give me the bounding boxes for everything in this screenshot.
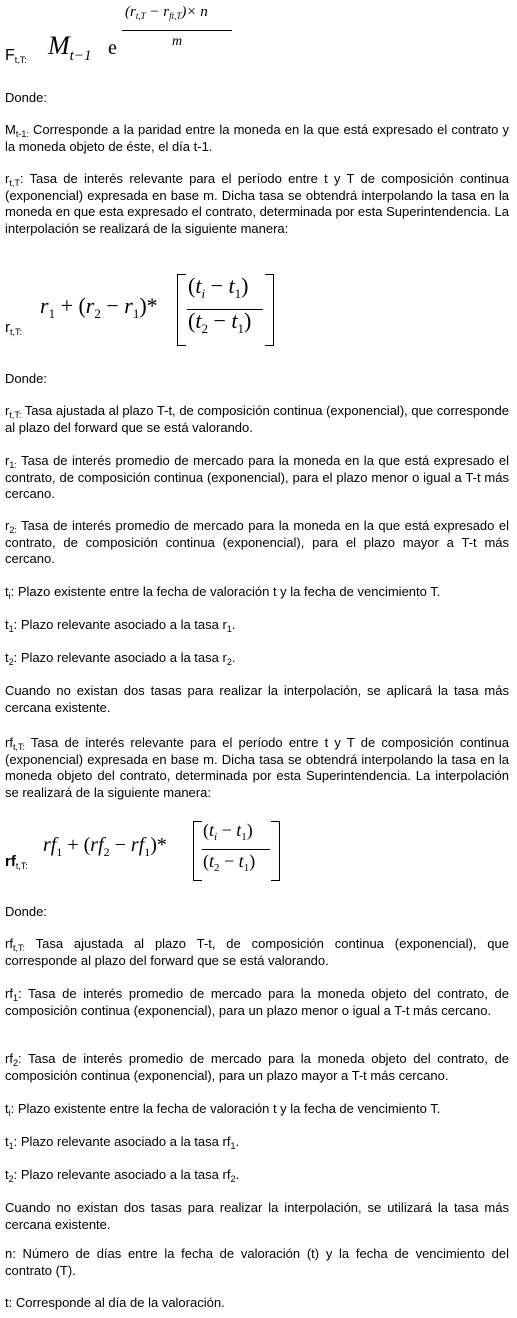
formula-exponent-numerator: $(r_{t,T} - r_{ft,T})\times n$	[125, 4, 208, 21]
donde-label-2: Donde:	[5, 371, 47, 386]
definition-t1: $t_1$: Plazo relevante asociado a la tasa $r_1$.	[5, 617, 236, 634]
formula3-lhs: $rf_{t,T:}$	[5, 853, 28, 871]
formula2-numerator: $(t_i - t_1)$	[188, 273, 249, 301]
definition-r2: $r_{2:}$ Tasa de interés promedio de mercado para la moneda en la que está expresado el contrato, de composición continua (exponencial), para el plazo mayor a T-t más cercano.	[5, 518, 509, 566]
formula-interpolation-r	[5, 270, 305, 350]
formula3-right-bracket	[271, 821, 280, 881]
donde-label-3: Donde:	[5, 904, 47, 919]
formula-lhs: $F_{t,T:}$	[5, 47, 27, 65]
donde-label-1: Donde:	[5, 90, 47, 105]
definition-r-adjusted: $r_{t,T:}$ Tasa ajustada al plazo T-t, de composición continua (exponencial), que corresponde al plazo del forward que se está valorando.	[5, 403, 509, 435]
formula2-lhs: $r_{t,T:}$	[5, 319, 23, 337]
definition-ti-2: $t_i$: Plazo existente entre la fecha de valoración t y la fecha de vencimiento T.	[5, 1101, 441, 1118]
definition-ti: $t_i$: Plazo existente entre la fecha de valoración t y la fecha de vencimiento T.	[5, 584, 441, 601]
definition-n: n: Número de días entre la fecha de valoración (t) y la fecha de vencimiento del contrato (T).	[5, 1246, 509, 1278]
definition-m: $M_{t-1:}$ Corresponde a la paridad entre la moneda en la que está expresado el contrato y la moneda objeto de éste, el día t-1.	[5, 122, 509, 154]
note-nearest-rate-2: Cuando no existan dos tasas para realizar la interpolación, se utilizará la tasa más cercana existente.	[5, 1200, 509, 1232]
definition-r-tT: $r_{t,T}$: Tasa de interés relevante para el período entre t y T de composición continua (exponencial) expresada en base m. Dicha tasa se obtendrá interpolando la tasa en la moneda en que esta expresado el contrato, determinada por esta Superintendencia. La interpolación se realizará de la siguiente manera:	[5, 171, 509, 236]
formula-fraction-bar	[122, 30, 232, 31]
formula3-fraction-bar	[202, 849, 270, 850]
note-nearest-rate-1: Cuando no existan dos tasas para realizar la interpolación, se aplicará la tasa más cercana existente.	[5, 683, 509, 715]
definition-rf-adjusted: $rf_{t,T:}$ Tasa ajustada al plazo T-t, de composición continua (exponencial), que corresponde al plazo del forward que se está valorando.	[5, 936, 509, 968]
definition-t2: $t_2$: Plazo relevante asociado a la tasa $r_2$.	[5, 650, 236, 667]
formula3-left-bracket	[193, 821, 202, 881]
definition-rf2: $rf_2$: Tasa de interés promedio de mercado para la moneda objeto del contrato, de composición continua (exponencial), para un plazo mayor a T-t más cercano.	[5, 1051, 509, 1083]
formula-m: $M_{t-1}$	[48, 31, 92, 64]
definition-rf-tT: $rf_{t,T:}$ Tasa de interés relevante para el período entre t y T de composición continua (exponencial) expresada en base m. Dicha tasa se obtendrá interpolando la tasa en la moneda objeto del contrato, determinada por esta Superintendencia. La interpolación se realizará de la siguiente manera:	[5, 735, 509, 800]
formula-interpolation-rf	[5, 818, 305, 884]
formula2-left-bracket	[177, 274, 186, 346]
formula2-denominator: $(t_2 - t_1)$	[188, 308, 252, 336]
formula3-denominator: $(t_2 - t_1)$	[203, 851, 256, 874]
definition-t: t: Corresponde al día de la valoración.	[5, 1295, 225, 1310]
formula3-numerator: $(t_i - t_1)$	[203, 820, 253, 843]
formula-forward-price	[5, 2, 305, 72]
formula-exponent-denominator: m	[172, 34, 183, 49]
definition-t1-rf: $t_1$: Plazo relevante asociado a la tasa $rf_1$.	[5, 1134, 240, 1151]
formula2-expression: $r_1 + (r_2 - r_1)*$	[40, 293, 158, 321]
definition-rf1: $rf_1$: Tasa de interés promedio de mercado para la moneda objeto del contrato, de composición continua (exponencial), para un plazo menor o igual a T-t más cercano.	[5, 986, 509, 1018]
formula-e: e	[108, 37, 117, 59]
definition-r1: $r_{1:}$ Tasa de interés promedio de mercado para la moneda en la que está expresado el contrato, de composición continua (exponencial), para el plazo menor o igual a T-t más cercano.	[5, 453, 509, 501]
formula3-expression: $rf_1 + (rf_2 - rf_1)*$	[43, 834, 167, 859]
formula2-right-bracket	[265, 274, 274, 346]
definition-t2-rf: $t_2$: Plazo relevante asociado a la tasa $rf_2$.	[5, 1167, 240, 1184]
